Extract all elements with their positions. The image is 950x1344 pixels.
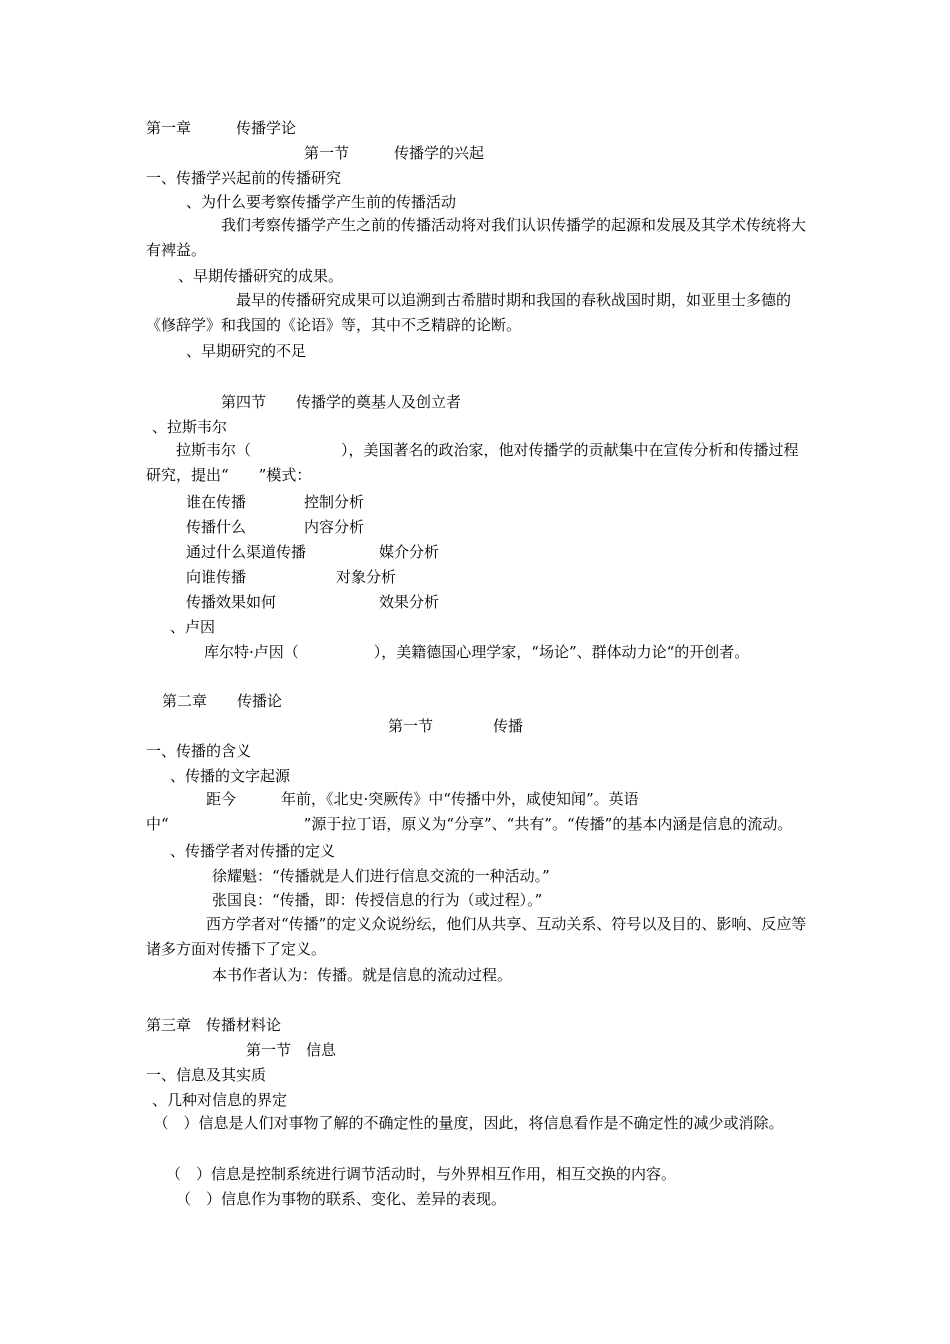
paragraph-2: 最早的传播研究成果可以追溯到古希腊时期和我国的春秋战国时期，如亚里士多德的《修辞学》和我国的《论语》等，其中不乏精辟的论断。 (146, 291, 792, 334)
model-right-1: 控制分析 (304, 493, 365, 511)
ch3-subheading-1-1: 、几种对信息的界定 (152, 1091, 288, 1109)
ch2-paragraph-1: 距今 年前，《北史·突厥传》中“传播中外，咸使知闻”。英语中“ ”源于拉丁语，原义为“分享”、“共有”。“传播”的基本内涵是信息的流动。 (146, 790, 793, 833)
model-left-2: 传播什么 (186, 518, 247, 536)
paragraph-3: 拉斯韦尔（ ），美国著名的政治家，他对传播学的贡献集中在宣传分析和传播过程研究，提出“ ”模式： (146, 441, 799, 484)
chapter-1-section-1-title: 第一节 传播学的兴起 (304, 144, 485, 162)
chapter-3-title: 第三章 传播材料论 (146, 1016, 282, 1034)
model-left-1: 谁在传播 (186, 493, 247, 511)
subheading-1-3: 、早期研究的不足 (186, 342, 307, 360)
ch2-quote-2: 张国良：“传播，即：传授信息的行为（或过程）。” (212, 891, 543, 909)
ch3-definition-2: （ ）信息是控制系统进行调节活动时，与外界相互作用，相互交换的内容。 (166, 1165, 677, 1183)
ch3-definition-1: （ ）信息是人们对事物了解的不确定性的量度，因此，将信息看作是不确定性的减少或消除。 (146, 1114, 784, 1132)
ch2-subheading-1-1: 、传播的文字起源 (170, 767, 291, 785)
chapter-3-section-1-title: 第一节 信息 (246, 1041, 337, 1059)
ch2-subheading-1-2: 、传播学者对传播的定义 (170, 842, 336, 860)
subheading-1-1: 、为什么要考察传播学产生前的传播活动 (186, 193, 457, 211)
ch2-paragraph-2: 西方学者对“传播”的定义众说纷纭，他们从共享、互动关系、符号以及目的、影响、反应等诸多方面对传播下了定义。 (146, 915, 807, 958)
subheading-4-2: 、卢因 (170, 618, 216, 636)
chapter-1-title: 第一章 传播学论 (146, 119, 297, 137)
model-right-2: 内容分析 (304, 518, 365, 536)
subheading-4-1: 、拉斯韦尔 (152, 418, 228, 436)
model-left-5: 传播效果如何 (186, 593, 277, 611)
chapter-2-title: 第二章 传播论 (162, 692, 283, 710)
chapter-2-section-1-title: 第一节 传播 (388, 717, 524, 735)
ch2-quote-1: 徐耀魁：“传播就是人们进行信息交流的一种活动。” (212, 867, 550, 885)
model-right-4: 对象分析 (336, 568, 397, 586)
model-left-4: 向谁传播 (186, 568, 247, 586)
paragraph-4: 库尔特·卢因（ ），美籍德国心理学家，“场论”、群体动力论“的开创者。 (204, 643, 750, 661)
chapter-1-section-4-title: 第四节 传播学的奠基人及创立者 (221, 393, 462, 411)
model-right-5: 效果分析 (379, 593, 440, 611)
heading-1: 一、传播学兴起前的传播研究 (146, 169, 342, 187)
model-right-3: 媒介分析 (379, 543, 440, 561)
subheading-1-2: 、早期传播研究的成果。 (178, 267, 344, 285)
ch3-definition-3: （ ）信息作为事物的联系、变化、差异的表现。 (176, 1190, 507, 1208)
model-left-3: 通过什么渠道传播 (186, 543, 307, 561)
ch2-paragraph-3: 本书作者认为：传播。就是信息的流动过程。 (212, 966, 513, 984)
ch2-heading-1: 一、传播的含义 (146, 742, 252, 760)
ch3-heading-1: 一、信息及其实质 (146, 1066, 267, 1084)
paragraph-1: 我们考察传播学产生之前的传播活动将对我们认识传播学的起源和发展及其学术传统将大有裨益。 (146, 216, 807, 259)
